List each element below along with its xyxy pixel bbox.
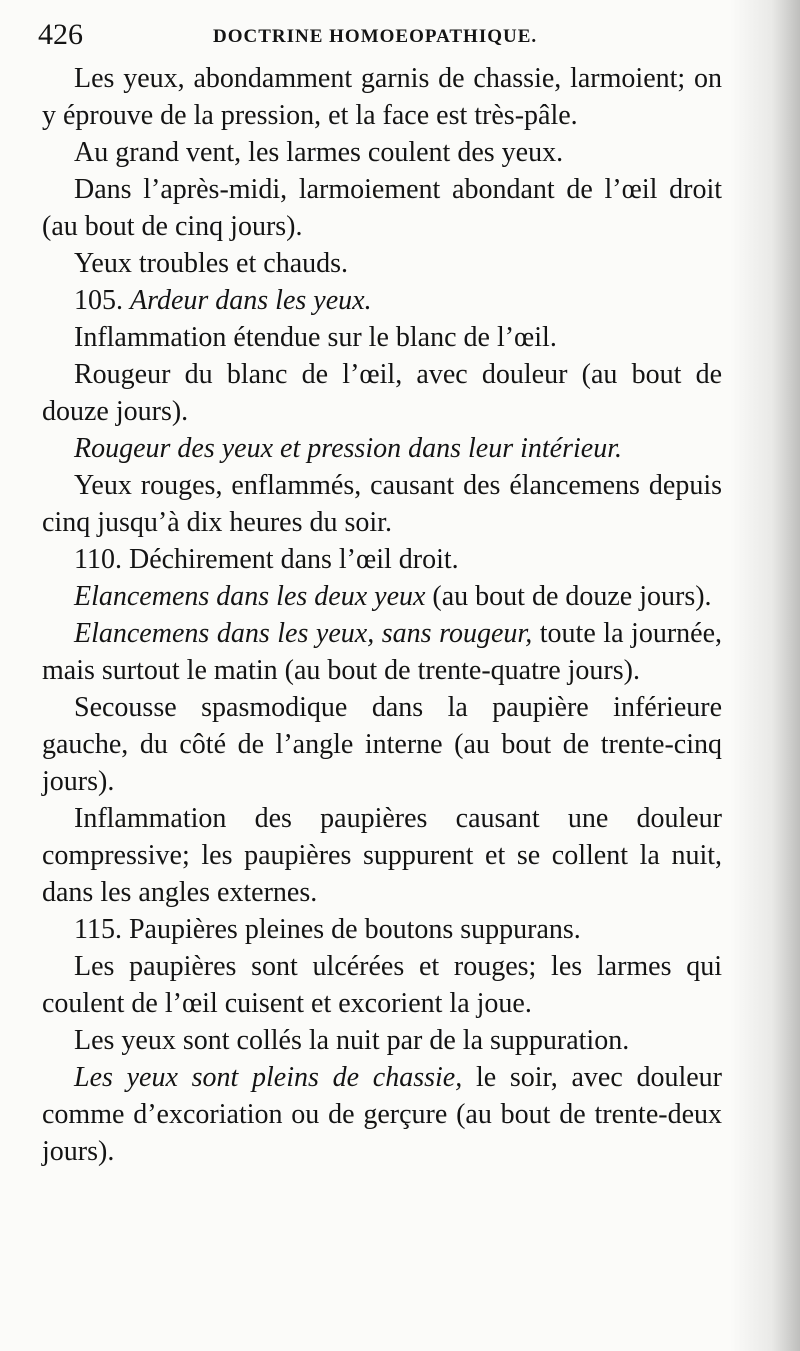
paragraph bbox=[42, 356, 722, 430]
paragraph bbox=[42, 245, 722, 282]
paragraph-number: 115. bbox=[74, 914, 129, 945]
italic-text: Elancemens dans les yeux, sans rougeur, bbox=[74, 618, 533, 649]
paragraph bbox=[42, 1022, 722, 1059]
body-text bbox=[42, 60, 722, 1170]
paragraph bbox=[42, 689, 722, 800]
paragraph-text: le soir, avec douleur comme d’excoriation ou de gerçure (au bout de trente-deux jours). bbox=[42, 1062, 723, 1167]
paragraph-text: Les paupières sont ulcérées et rouges; les larmes qui coulent de l’œil cuisent et excorient la joue. bbox=[42, 951, 722, 1019]
paragraph bbox=[42, 282, 722, 319]
paragraph-text: Rougeur du blanc de l’œil, avec douleur (au bout de douze jours). bbox=[42, 359, 722, 427]
italic-text: Elancemens dans les deux yeux bbox=[74, 581, 426, 612]
paragraph-number: 105. bbox=[74, 285, 130, 316]
paragraph bbox=[42, 615, 722, 689]
paragraph-text: Secousse spasmodique dans la paupière inférieure gauche, du côté de l’angle interne (au bout de trente-cinq jours). bbox=[42, 692, 722, 797]
paragraph-text: Les yeux sont collés la nuit par de la suppuration. bbox=[74, 1025, 630, 1056]
paragraph bbox=[42, 541, 722, 578]
paragraph bbox=[42, 60, 722, 134]
paragraph-text: Déchirement dans l’œil droit. bbox=[128, 544, 459, 575]
paragraph bbox=[42, 134, 722, 171]
paragraph bbox=[42, 948, 722, 1022]
paragraph bbox=[42, 171, 722, 245]
running-title: DOCTRINE HOMOEOPATHIQUE. bbox=[213, 26, 538, 47]
paragraph-text: Paupières pleines de boutons suppurans. bbox=[128, 914, 581, 945]
italic-text: Ardeur dans les yeux. bbox=[130, 285, 372, 316]
paragraph-text: Au grand vent, les larmes coulent des yeux. bbox=[74, 137, 564, 168]
paragraph bbox=[42, 319, 722, 356]
paragraph-text: (au bout de douze jours). bbox=[425, 581, 712, 612]
paragraph-number: 110. bbox=[74, 544, 129, 575]
italic-text: Rougeur des yeux et pression dans leur intérieur. bbox=[74, 433, 622, 464]
italic-text: Les yeux sont pleins de chassie, bbox=[74, 1062, 463, 1093]
page-edge-shadow bbox=[730, 0, 800, 1351]
paragraph bbox=[42, 578, 722, 615]
page-number: 426 bbox=[38, 18, 83, 51]
paragraph-text: Dans l’après-midi, larmoiement abondant de l’œil droit (au bout de cinq jours). bbox=[42, 174, 722, 242]
paragraph-text: Yeux rouges, enflammés, causant des élancemens depuis cinq jusqu’à dix heures du soir. bbox=[42, 470, 722, 538]
paragraph bbox=[42, 1059, 722, 1170]
paragraph-text: Inflammation étendue sur le blanc de l’œil. bbox=[74, 322, 557, 353]
paragraph bbox=[42, 911, 722, 948]
page-header bbox=[38, 18, 728, 58]
paragraph bbox=[42, 800, 722, 911]
paragraph bbox=[42, 430, 722, 467]
paragraph-text: Inflammation des paupières causant une douleur compressive; les paupières suppurent et se collent la nuit, dans les angles externes. bbox=[42, 803, 722, 908]
paragraph-text: Yeux troubles et chauds. bbox=[74, 248, 349, 279]
paragraph-text: Les yeux, abondamment garnis de chassie, larmoient; on y éprouve de la pression, et la face est très-pâle. bbox=[42, 63, 722, 131]
paragraph bbox=[42, 467, 722, 541]
paragraph-text: toute la journée, mais surtout le matin (au bout de trente-quatre jours). bbox=[42, 618, 723, 686]
